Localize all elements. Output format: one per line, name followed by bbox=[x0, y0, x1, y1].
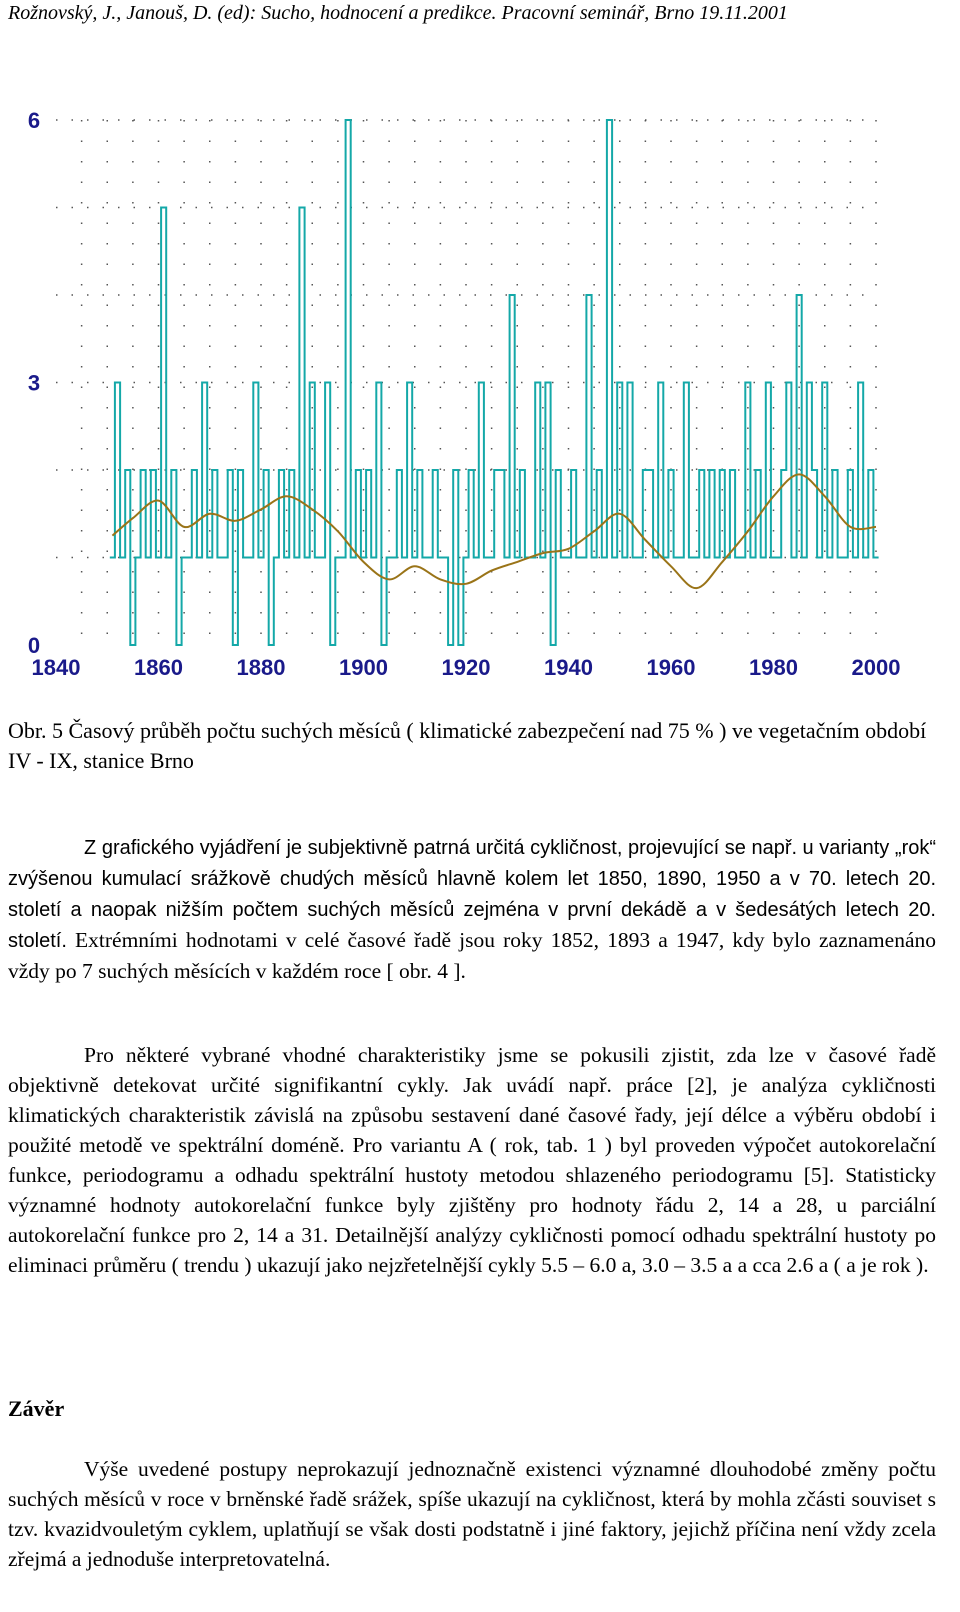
paragraph-1 bbox=[8, 832, 936, 986]
x-tick-label: 1880 bbox=[236, 655, 286, 680]
x-tick-label: 1940 bbox=[544, 655, 593, 680]
paragraph-1-line-1: Z grafického vyjádření je subjektivně patrná určitá cykličnost, projevující se např. bbox=[84, 837, 798, 859]
x-tick-label: 1920 bbox=[441, 655, 491, 680]
running-header: Rožnovský, J., Janouš, D. (ed): Sucho, hodnocení a predikce. Pracovní seminář, Brno 19.11.2001 bbox=[8, 2, 788, 24]
paragraph-1-body-a: u varianty „rok“ zvýšenou kumulací srážkově chudých měsíců hlavně kolem let 1850, 1890, 1950 a v 70. letech 20. století a naopak nižším počtem suchých měsíců zejména v první dekádě a v šedesátých letech 20. století. bbox=[8, 837, 937, 952]
x-tick-label: 1960 bbox=[646, 655, 696, 680]
x-tick-label: 2000 bbox=[851, 655, 901, 680]
y-tick-label: 0 bbox=[27, 633, 41, 658]
dry-months-chart bbox=[0, 90, 960, 710]
x-tick-label: 1860 bbox=[134, 655, 183, 680]
raw-series-line bbox=[110, 120, 879, 645]
y-tick-label: 6 bbox=[27, 108, 41, 133]
x-tick-label: 1840 bbox=[31, 655, 81, 680]
chart-grid bbox=[56, 120, 876, 645]
x-tick-label: 1900 bbox=[339, 655, 388, 680]
section-heading: Závěr bbox=[8, 1396, 65, 1421]
paragraph-2: Pro některé vybrané vhodné charakteristiky jsme se pokusili zjistit, zda lze v časové řadě objektivně detekovat určité signifikantní cykly. Jak uvádí např. práce [2], je analýza cykličnosti klimatických charakteristik závislá na způsobu sestavení dané časové řady, její délce a výběru období i použité metodě ve spektrální doméně. Pro variantu A ( rok, tab. 1 ) byl proveden výpočet autokorelační funkce, periodogramu a odhadu spektrální hustoty metodou shlazeného periodogramu [5]. Statisticky významné hodnoty autokorelační funkce byly zjištěny pro hodnoty řádu 2, 14 a 28, u parciální autokorelační funkce pro 2, 14 a 31. Detailnější analýzy cykličnosti pomocí odhadu spektrální hustoty po eliminaci průměru ( trendu ) ukazují jako nejzřetelnější cykly 5.5 – 6.0 a, 3.0 – 3.5 a a cca 2.6 a ( a je rok ). bbox=[8, 1043, 936, 1277]
paragraph-3: Výše uvedené postupy neprokazují jednoznačně existenci významné dlouhodobé změny počtu suchých měsíců v roce v brněnské řadě srážek, spíše ukazují na cykličnost, která by mohla zčásti souviset s tzv. kvazidvouletým cyklem, uplatňují se však dosti podstatně i jiné faktory, jejichž příčina není vždy zcela zřejmá a jednoduše interpretovatelná. bbox=[8, 1457, 936, 1571]
y-tick-label: 3 bbox=[27, 370, 41, 396]
paragraph-1-body-b: Extrémními hodnotami v celé časové řadě jsou roky 1852, 1893 a 1947, kdy bylo zaznamenáno vždy po 7 suchých měsících v každém roce [ obr. 4 ]. bbox=[8, 928, 936, 983]
x-tick-label: 1980 bbox=[749, 655, 798, 680]
figure-caption: Obr. 5 Časový průběh počtu suchých měsíců ( klimatické zabezpečení nad 75 % ) ve vegetačním období IV - IX, stanice Brno bbox=[8, 718, 927, 773]
